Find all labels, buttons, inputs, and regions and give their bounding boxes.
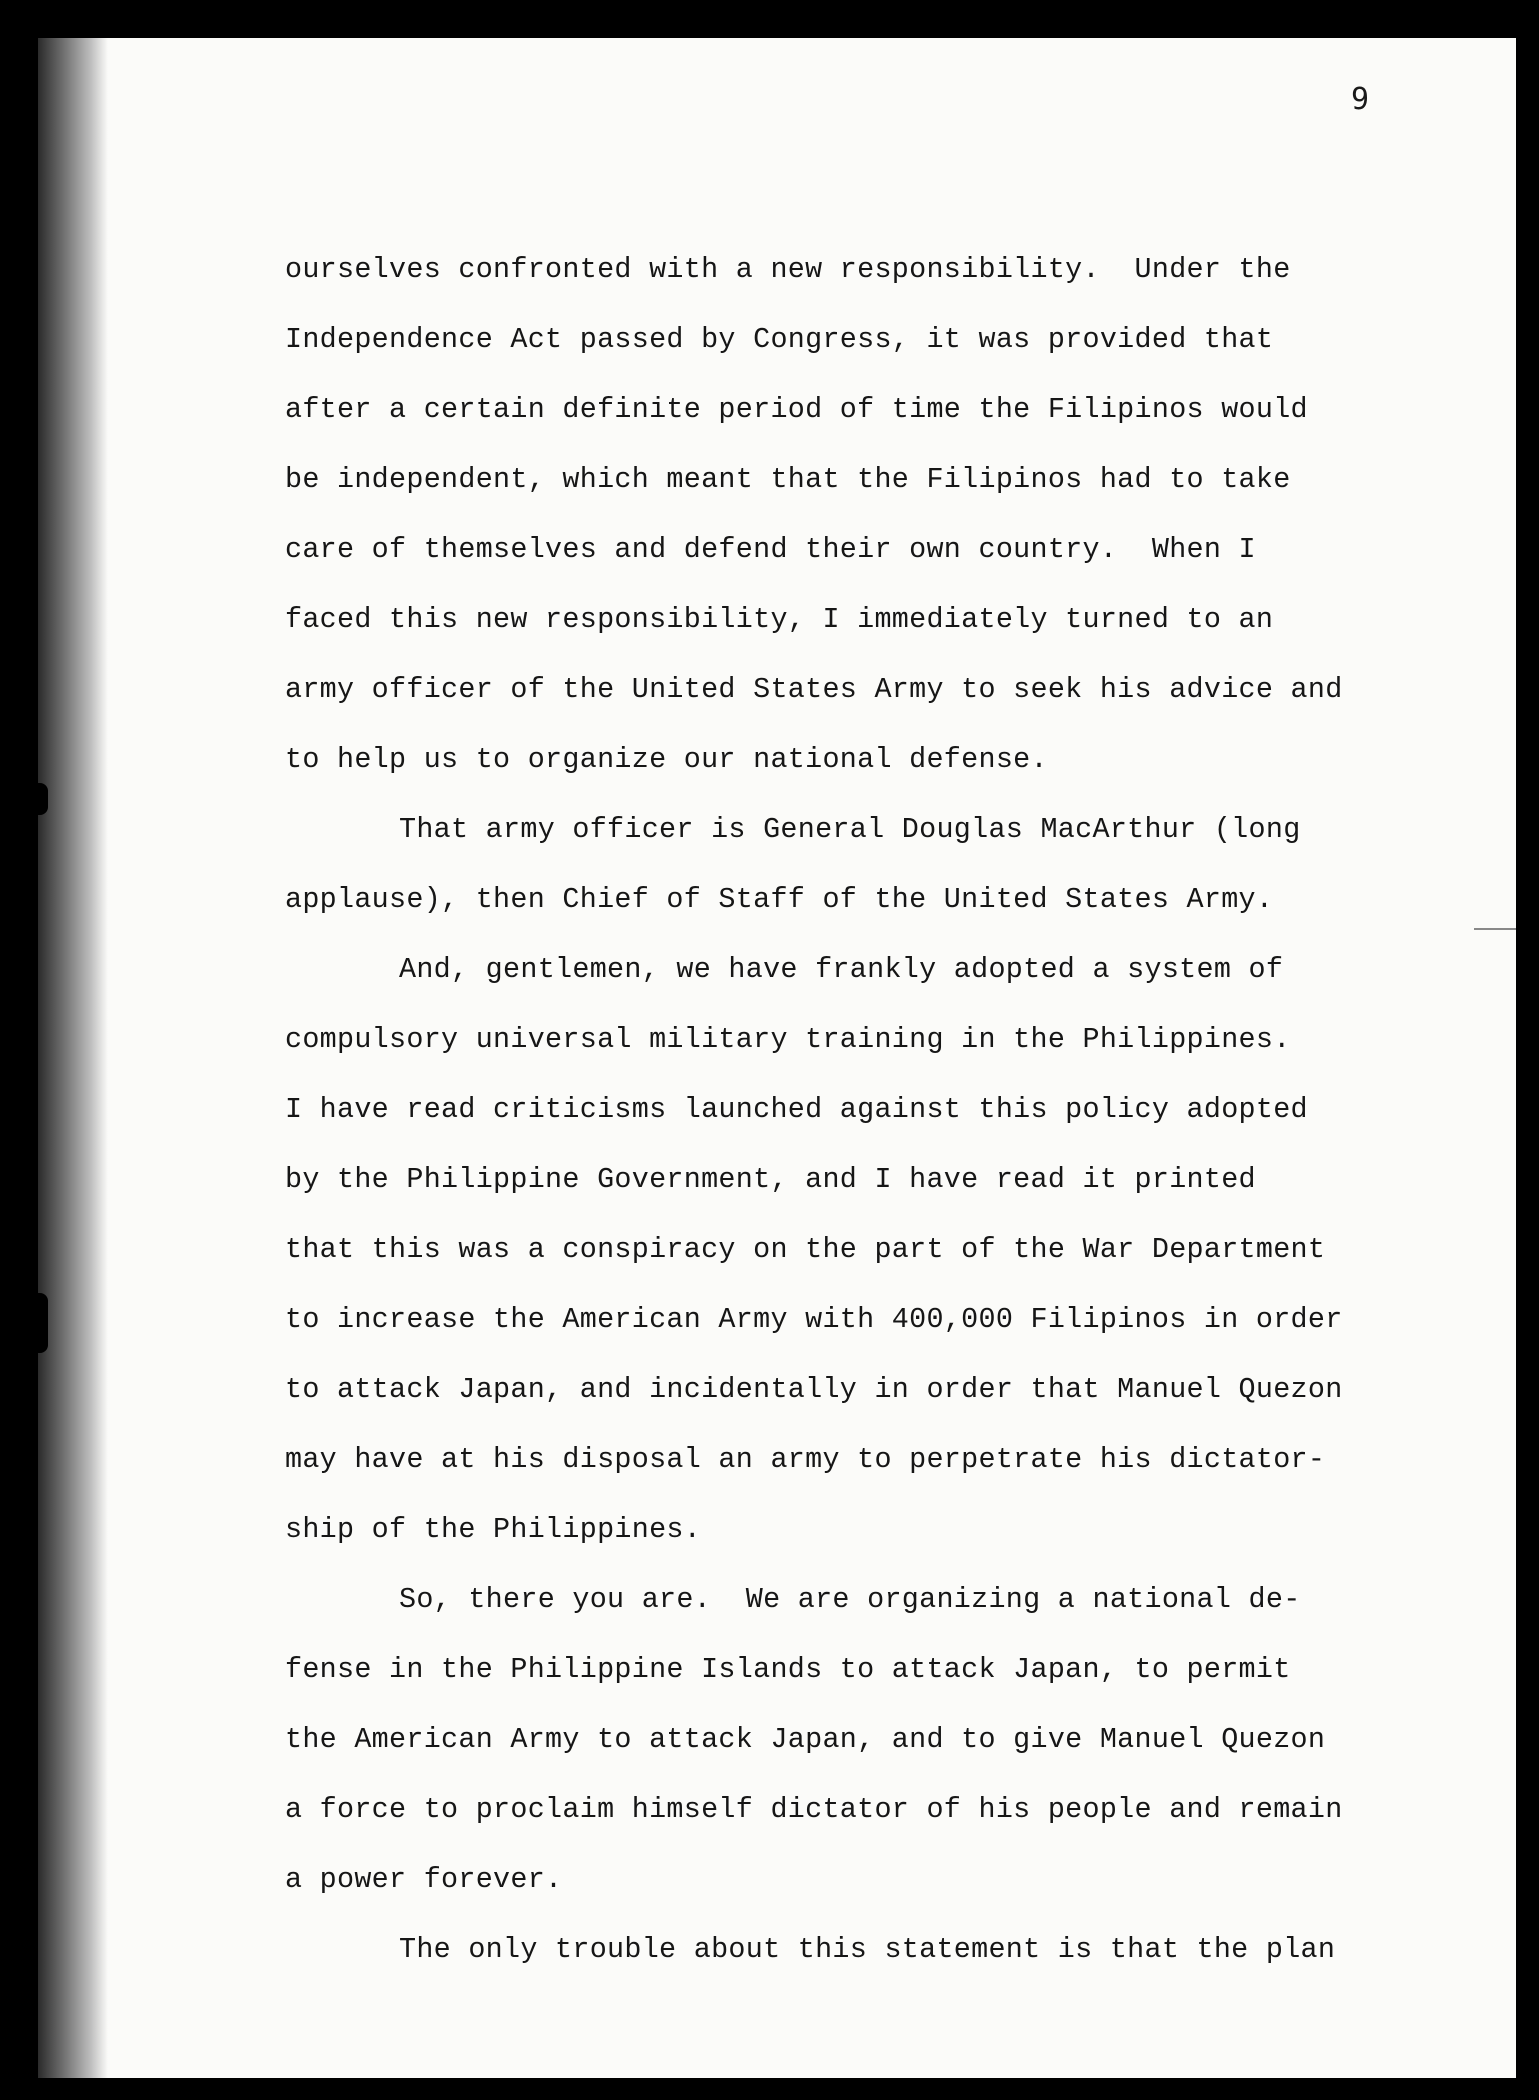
text-line: be independent, which meant that the Filipinos had to take bbox=[285, 463, 1291, 496]
text-line: fense in the Philippine Islands to attack Japan, to permit bbox=[285, 1653, 1291, 1686]
text-line: Independence Act passed by Congress, it was provided that bbox=[285, 323, 1274, 356]
text-line: The only trouble about this statement is that the plan bbox=[399, 1933, 1336, 1966]
text-line: So, there you are. We are organizing a national de- bbox=[399, 1583, 1301, 1616]
text-line: care of themselves and defend their own country. When I bbox=[285, 533, 1256, 566]
binding-mark bbox=[38, 783, 48, 815]
text-line: to help us to organize our national defense. bbox=[285, 743, 1048, 776]
text-line: to attack Japan, and incidentally in order that Manuel Quezon bbox=[285, 1373, 1343, 1406]
text-line: that this was a conspiracy on the part of the War Department bbox=[285, 1233, 1326, 1266]
text-line: I have read criticisms launched against this policy adopted bbox=[285, 1093, 1308, 1126]
text-line: a force to proclaim himself dictator of his people and remain bbox=[285, 1793, 1343, 1826]
text-line: may have at his disposal an army to perpetrate his dictator- bbox=[285, 1443, 1326, 1476]
text-line: to increase the American Army with 400,000 Filipinos in order bbox=[285, 1303, 1343, 1336]
text-line: That army officer is General Douglas MacArthur (long bbox=[399, 813, 1301, 846]
text-line: after a certain definite period of time the Filipinos would bbox=[285, 393, 1308, 426]
text-line: army officer of the United States Army to seek his advice and bbox=[285, 673, 1343, 706]
binding-mark bbox=[38, 1293, 48, 1353]
text-line: ourselves confronted with a new responsibility. Under the bbox=[285, 253, 1291, 286]
page-number: 9 bbox=[1351, 82, 1370, 117]
edge-mark bbox=[1474, 928, 1516, 930]
text-line: by the Philippine Government, and I have read it printed bbox=[285, 1163, 1256, 1196]
text-line: a power forever. bbox=[285, 1863, 563, 1896]
binding-shadow bbox=[38, 38, 108, 2078]
text-line: ship of the Philippines. bbox=[285, 1513, 702, 1546]
document-page bbox=[38, 38, 1516, 2078]
text-line: And, gentlemen, we have frankly adopted a system of bbox=[399, 953, 1284, 986]
typewritten-text bbox=[285, 235, 1465, 1985]
text-line: applause), then Chief of Staff of the United States Army. bbox=[285, 883, 1274, 916]
text-line: the American Army to attack Japan, and to give Manuel Quezon bbox=[285, 1723, 1326, 1756]
text-line: compulsory universal military training in the Philippines. bbox=[285, 1023, 1291, 1056]
text-line: faced this new responsibility, I immediately turned to an bbox=[285, 603, 1274, 636]
